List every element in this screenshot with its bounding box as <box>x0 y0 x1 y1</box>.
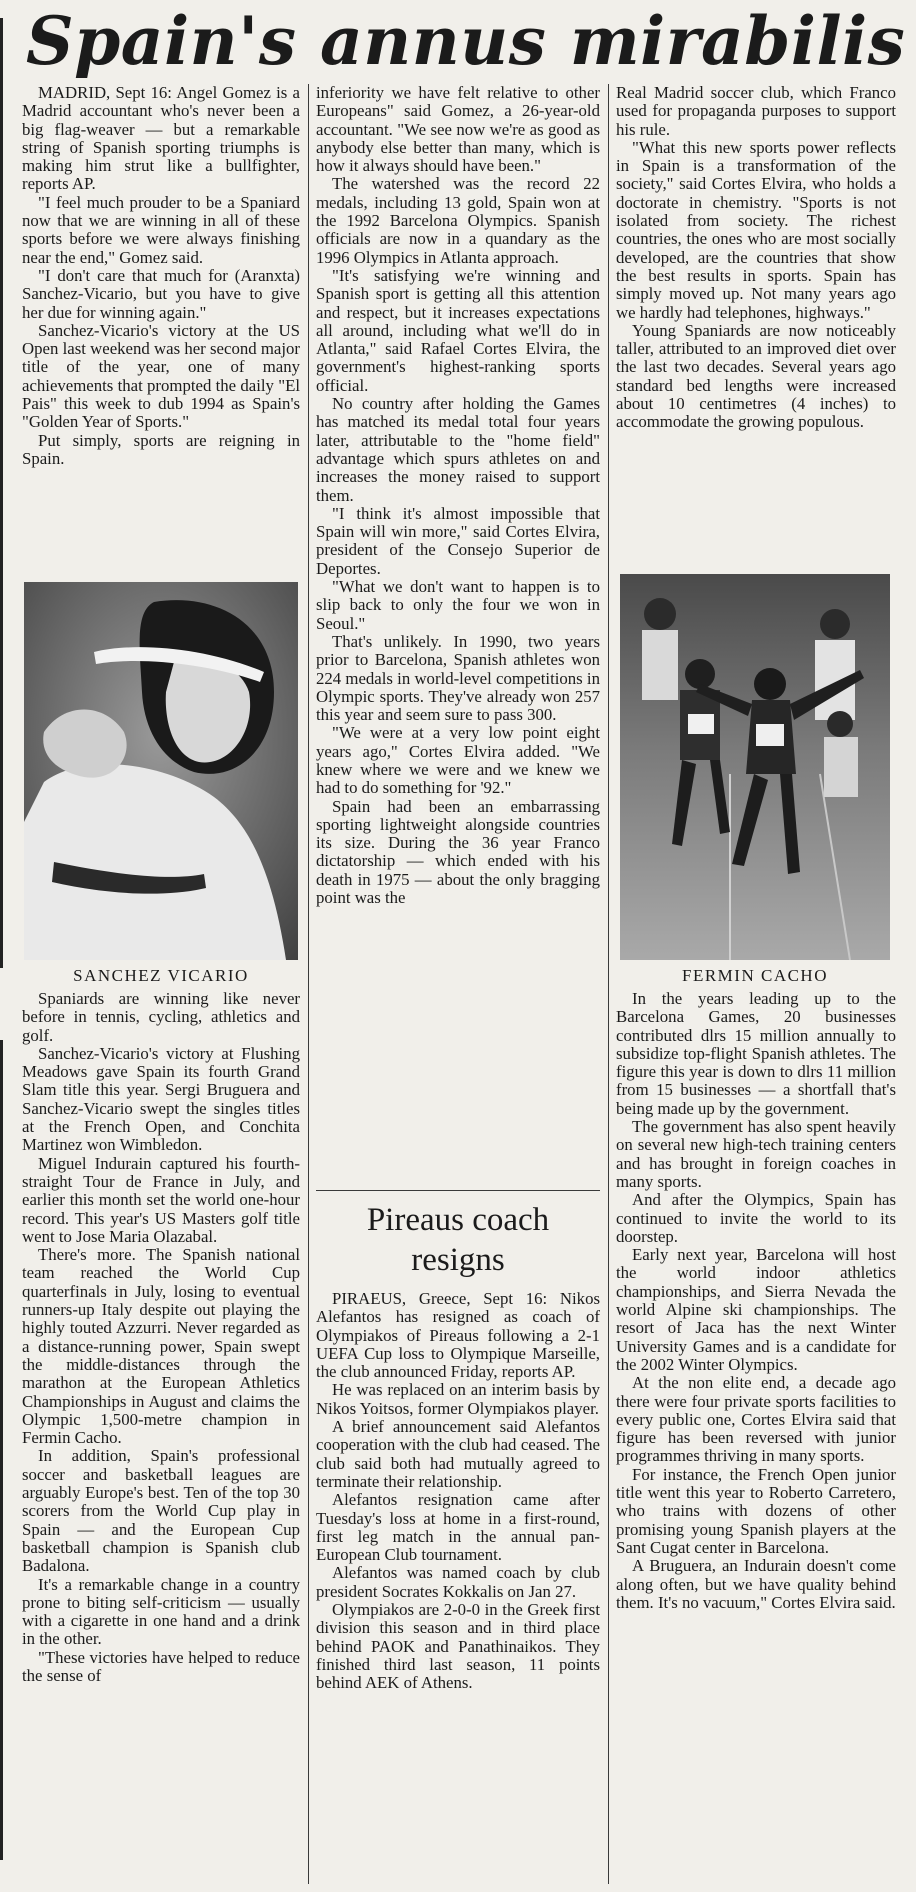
paragraph: The government has also spent heavily on several new high-tech training centers and has brought in foreign coaches in many sports. <box>616 1117 896 1191</box>
article-column-3 <box>616 84 896 568</box>
paragraph: In addition, Spain's professional soccer and basketball leagues are arguably Europe's best. Ten of the top 30 scorers from the World Cup play in Spain — and the European Cup basketball champion is Spanish club Badalona. <box>22 1446 300 1576</box>
paragraph: "I feel much prouder to be a Spaniard now that we are winning in all of these sports before we were always finishing near the end," Gomez said. <box>22 192 300 267</box>
column-rule-1 <box>308 84 309 1884</box>
margin-mark-top <box>0 18 3 968</box>
paragraph: Spain had been an embarrassing sporting lightweight alongside countries its size. During the 36 year Franco dictatorship — which ended with his death in 1975 — about the only bragging point was the <box>316 796 600 908</box>
paragraph: inferiority we have felt relative to other Europeans" said Gomez, a 26-year-old accountant. "We see now we're as good as anybody else better than many, which is how it always should have been." <box>316 84 600 176</box>
paragraph: Put simply, sports are reigning in Spain. <box>22 430 300 468</box>
paragraph: Alefantos was named coach by club president Socrates Kokkalis on Jan 27. <box>316 1563 600 1601</box>
paragraph: "We were at a very low point eight years ago," Cortes Elvira added. "We knew where we were and we knew we had to do something for '92." <box>316 723 600 798</box>
paragraph: A brief announcement said Alefantos cooperation with the club had ceased. The club said both had mutually agreed to terminate their relationship. <box>316 1417 600 1491</box>
paragraph: Alefantos resignation came after Tuesday's loss at home in a first-round, first leg match in the annual pan-European Club tournament. <box>316 1490 600 1565</box>
paragraph: It's a remarkable change in a country prone to biting self-criticism — usually with a cigarette in one hand and a drink in the other. <box>22 1574 300 1649</box>
paragraph: In the years leading up to the Barcelona Games, 20 businesses contributed dlrs 15 million annually to subsidize top-flight Spanish athletes. The figure this year is down to dlrs 11 million from 15 businesses — a shortfall that's being made up by the government. <box>616 990 896 1118</box>
paragraph: Real Madrid soccer club, which Franco used for propaganda purposes to support his rule. <box>616 84 896 139</box>
paragraph: Young Spaniards are now noticeably taller, attributed to an improved diet over the last two decades. Several years ago standard bed lengths were increased about 10 centimetres (4 inches) to accommodate the growing populous. <box>616 320 896 432</box>
paragraph: "I don't care that much for (Aranxta) Sanchez-Vicario, but you have to give her due for winning again." <box>22 265 300 322</box>
paragraph: "What we don't want to happen is to slip back to only the four we won in Seoul." <box>316 577 600 633</box>
paragraph: That's unlikely. In 1990, two years prior to Barcelona, Spanish athletes won 224 medals in world-level competitions in Olympic sports. They've already won 257 this year and seem sure to pass 300. <box>316 631 600 725</box>
sidebar-headline: Pireaus coach resigns <box>366 1202 550 1278</box>
photo-sanchez-vicario <box>24 582 298 960</box>
paragraph: MADRID, Sept 16: Angel Gomez is a Madrid accountant who's never been a big flag-weaver — but a remarkable string of Spanish sporting triumphs is making him strut like a bullfighter, reports AP. <box>22 84 300 194</box>
photo-fermin-cacho <box>620 574 890 960</box>
paragraph: There's more. The Spanish national team reached the World Cup quarterfinals in July, losing to eventual runners-up Italy despite out playing the highly touted Azzurri. Never regarded as a distance-running power, Spain swept the middle-distances through the marathon at the European Athletics Championships in August and claims the Olympic 1,500-metre champion in Fermin Cacho. <box>22 1245 300 1448</box>
photo-caption-left: SANCHEZ VICARIO <box>73 966 249 985</box>
paragraph: Olympiakos are 2-0-0 in the Greek first division this season and in third place behind PAOK and Panathinaikos. They finished third last season, 11 points behind AEK of Athens. <box>316 1600 600 1693</box>
paragraph: For instance, the French Open junior title went this year to Roberto Carretero, who trains with dozens of other promising young Spanish players at the Sant Cugat center in Barcelona. <box>616 1464 896 1557</box>
article-column-2 <box>316 84 600 1180</box>
article-column-1b <box>22 990 300 1888</box>
column-rule-2 <box>608 84 609 1884</box>
paragraph: At the non elite end, a decade ago there were four private sports facilities to every public one, Cortes Elvira said that figure has been reversed with junior programmes thriving in many sports. <box>616 1373 896 1466</box>
paragraph: "I think it's almost impossible that Spain will win more," said Cortes Elvira, president of the Consejo Superior de Deportes. <box>316 503 600 578</box>
paragraph: PIRAEUS, Greece, Sept 16: Nikos Alefantos has resigned as coach of Olympiakos of Pireaus following a 2-1 UEFA Cup loss to Olympique Marseille, the club announced Friday, reports AP. <box>316 1290 600 1382</box>
sidebar-story-rule <box>316 1190 600 1191</box>
runners-image <box>620 574 890 960</box>
paragraph: He was replaced on an interim basis by Nikos Yoitsos, former Olympiakos player. <box>316 1380 600 1418</box>
article-column-3b <box>616 990 896 1888</box>
paragraph: A Bruguera, an Indurain doesn't come along often, but we have quality behind them. It's no vacuum," Cortes Elvira said. <box>616 1556 896 1612</box>
paragraph: The watershed was the record 22 medals, including 13 gold, Spain won at the 1992 Barcelona Olympics. Spanish officials are now in a quandary as the 1996 Olympics in Atlanta approach. <box>316 174 600 267</box>
paragraph: No country after holding the Games has matched its medal total four years later, attributable to the "home field" advantage which spurs athletes on and increases the money raised to support them. <box>316 394 600 505</box>
paragraph: Spaniards are winning like never before in tennis, cycling, athletics and golf. <box>22 990 300 1045</box>
photo-caption-right: FERMIN CACHO <box>682 966 828 985</box>
paragraph: And after the Olympics, Spain has continued to invite the world to its doorstep. <box>616 1190 896 1246</box>
paragraph: "These victories have helped to reduce the sense of <box>22 1647 300 1685</box>
margin-mark-bottom <box>0 1040 3 1860</box>
paragraph: Sanchez-Vicario's victory at the US Open last weekend was her second major title of the year, one of many achievements that prompted the daily "El Pais" this week to dub 1994 as Spain's "Golden Year of Sports." <box>22 320 300 432</box>
paragraph: Sanchez-Vicario's victory at Flushing Meadows gave Spain its fourth Grand Slam title this year. Sergi Bruguera and Sanchez-Vicario swept the singles titles at the French Open, and Conchita Martinez won Wimbledon. <box>22 1043 300 1155</box>
paragraph: Early next year, Barcelona will host the world indoor athletics championships, and Sierra Nevada the world Alpine ski championships. The resort of Jaca has the next Winter University Games and is a candidate for the 2002 Winter Olympics. <box>616 1245 896 1374</box>
sidebar-story-column <box>316 1290 600 1888</box>
paragraph: "What this new sports power reflects in Spain is a transformation of the society," said Cortes Elvira, who holds a doctorate in chemistry. "Sports is not isolated from society. The richest countries, the ones who are most socially developed, are the countries that show the best results in sports. Spain has simply moved up. Not many years ago we hardly had telephones, highways." <box>616 137 896 322</box>
paragraph: "It's satisfying we're winning and Spanish sport is getting all this attention and respect, but it increases expectations all around, including what we'll do in Atlanta," said Rafael Cortes Elvira, the government's highest-ranking sports official. <box>316 265 600 395</box>
paragraph: Miguel Indurain captured his fourth-straight Tour de France in July, and earlier this month set the world one-hour record. This year's US Masters golf title went to Jose Maria Olazabal. <box>22 1153 300 1246</box>
tennis-player-image <box>24 582 298 960</box>
article-column-1 <box>22 84 300 574</box>
headline: Spain's annus mirabilis <box>26 2 906 80</box>
